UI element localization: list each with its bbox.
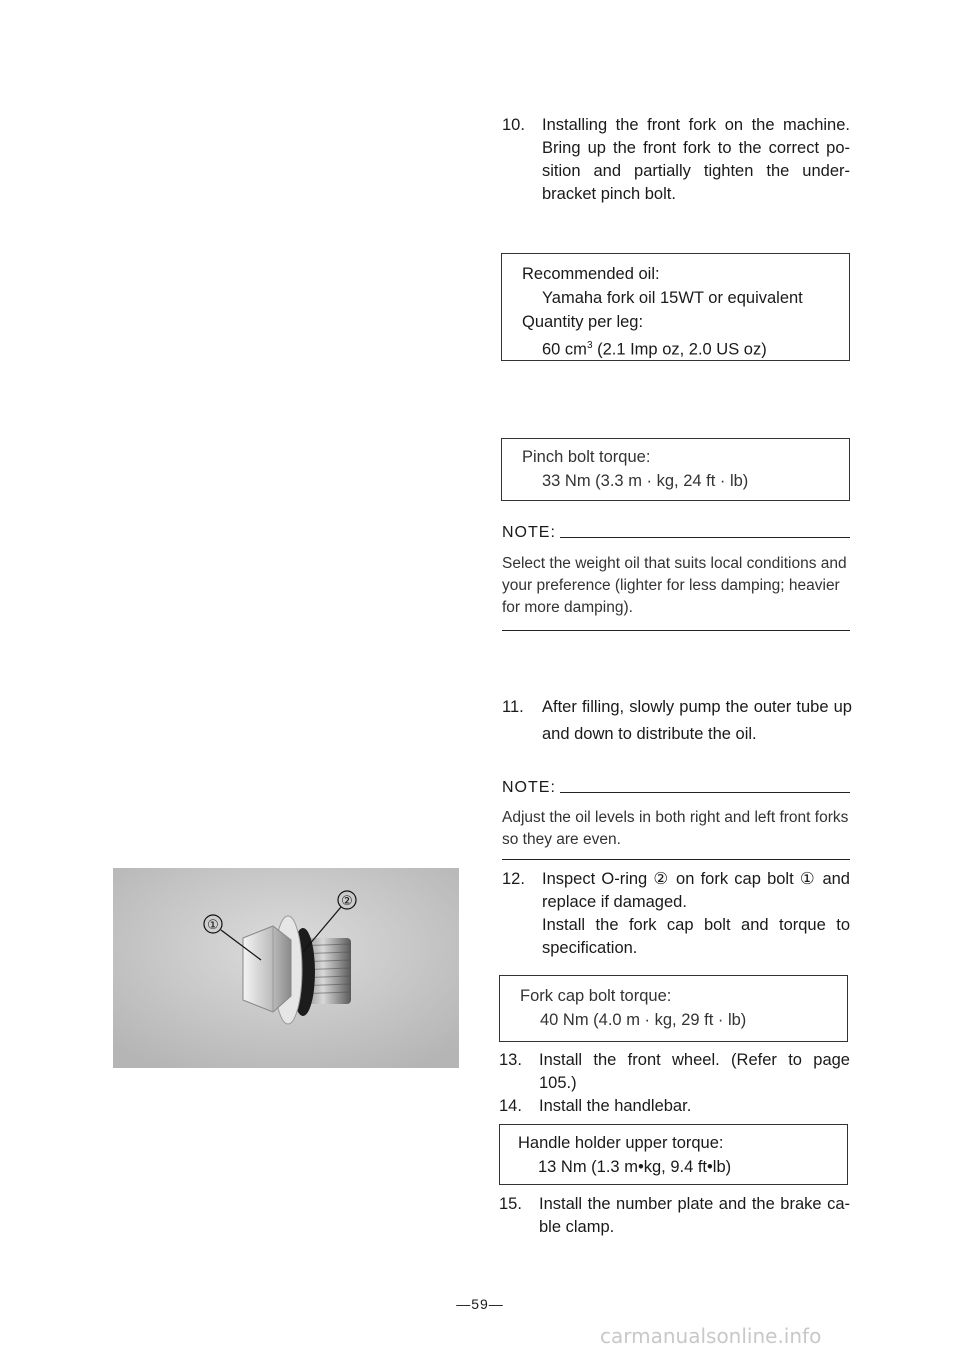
step-text: Installing the front fork on the machine. Bring up the front fork to the correct po-sition and partially tighten the under-bracket pinch bolt. [542,116,850,203]
step-text: Inspect O-ring ② on fork cap bolt ① and replace if damaged. [542,870,850,911]
step-number: 10. [502,116,525,134]
step-12 [502,868,850,960]
cap-value: 40 Nm (4.0 m · kg, 29 ft · lb) [540,1011,747,1029]
note-text: Select the weight oil that suits local conditions and your preference (lighter for less damping; heavier for more damping). [502,555,847,616]
bolt-illustration [113,868,459,1068]
step-text: Install the number plate and the brake ca-ble clamp. [539,1195,850,1236]
cap-label: Fork cap bolt torque: [520,987,672,1005]
pinch-torque-box [501,438,850,501]
holder-value: 13 Nm (1.3 m•kg, 9.4 ft•lb) [538,1158,732,1176]
cap-torque-box [499,975,848,1042]
step-number: 14. [499,1097,522,1115]
step-15 [499,1193,850,1239]
quantity-value: 60 $cm^3$ (2.1 Imp oz, 2.0 US oz) [542,340,767,359]
pinch-value: 33 Nm (3.3 m · kg, 24 ft · lb) [542,472,749,490]
note-rule [560,537,850,538]
oil-label: Recommended oil: [522,265,660,283]
note-heading: NOTE: [502,779,850,797]
watermark: carmanualsonline.info [600,1324,822,1348]
step-number: 11. [502,698,524,716]
step-number: 12. [502,870,525,888]
step-number: 13. [499,1051,522,1069]
step-text: Install the handlebar. [539,1097,692,1115]
holder-label: Handle holder upper torque: [518,1134,724,1152]
fork-cap-bolt-photo [113,868,459,1068]
holder-torque-box [499,1124,848,1185]
callout-1: ① [207,918,219,933]
hex-head [243,926,291,1012]
note-heading: NOTE: [502,524,850,542]
step-13 [499,1049,850,1095]
step-number: 15. [499,1195,522,1213]
step-11 [502,694,852,748]
step-text: After filling, slowly pump the outer tube up and down to distribute the oil. [542,698,852,743]
step-10 [502,114,850,206]
step-text: Install the fork cap bolt and torque to specification. [542,916,850,957]
divider [502,859,850,860]
pinch-label: Pinch bolt torque: [522,448,651,466]
page-number: —59— [456,1296,504,1312]
callout-2: ② [341,894,353,909]
step-text: Install the front wheel. (Refer to page 105.) [539,1051,850,1092]
note-rule [560,792,850,793]
oil-type: Yamaha fork oil 15WT or equivalent [542,289,803,307]
note-text: Adjust the oil levels in both right and left front forks so they are even. [502,809,849,848]
step-14 [499,1095,850,1118]
divider [502,630,850,631]
oil-spec-box [501,253,850,361]
quantity-label: Quantity per leg: [522,313,644,331]
